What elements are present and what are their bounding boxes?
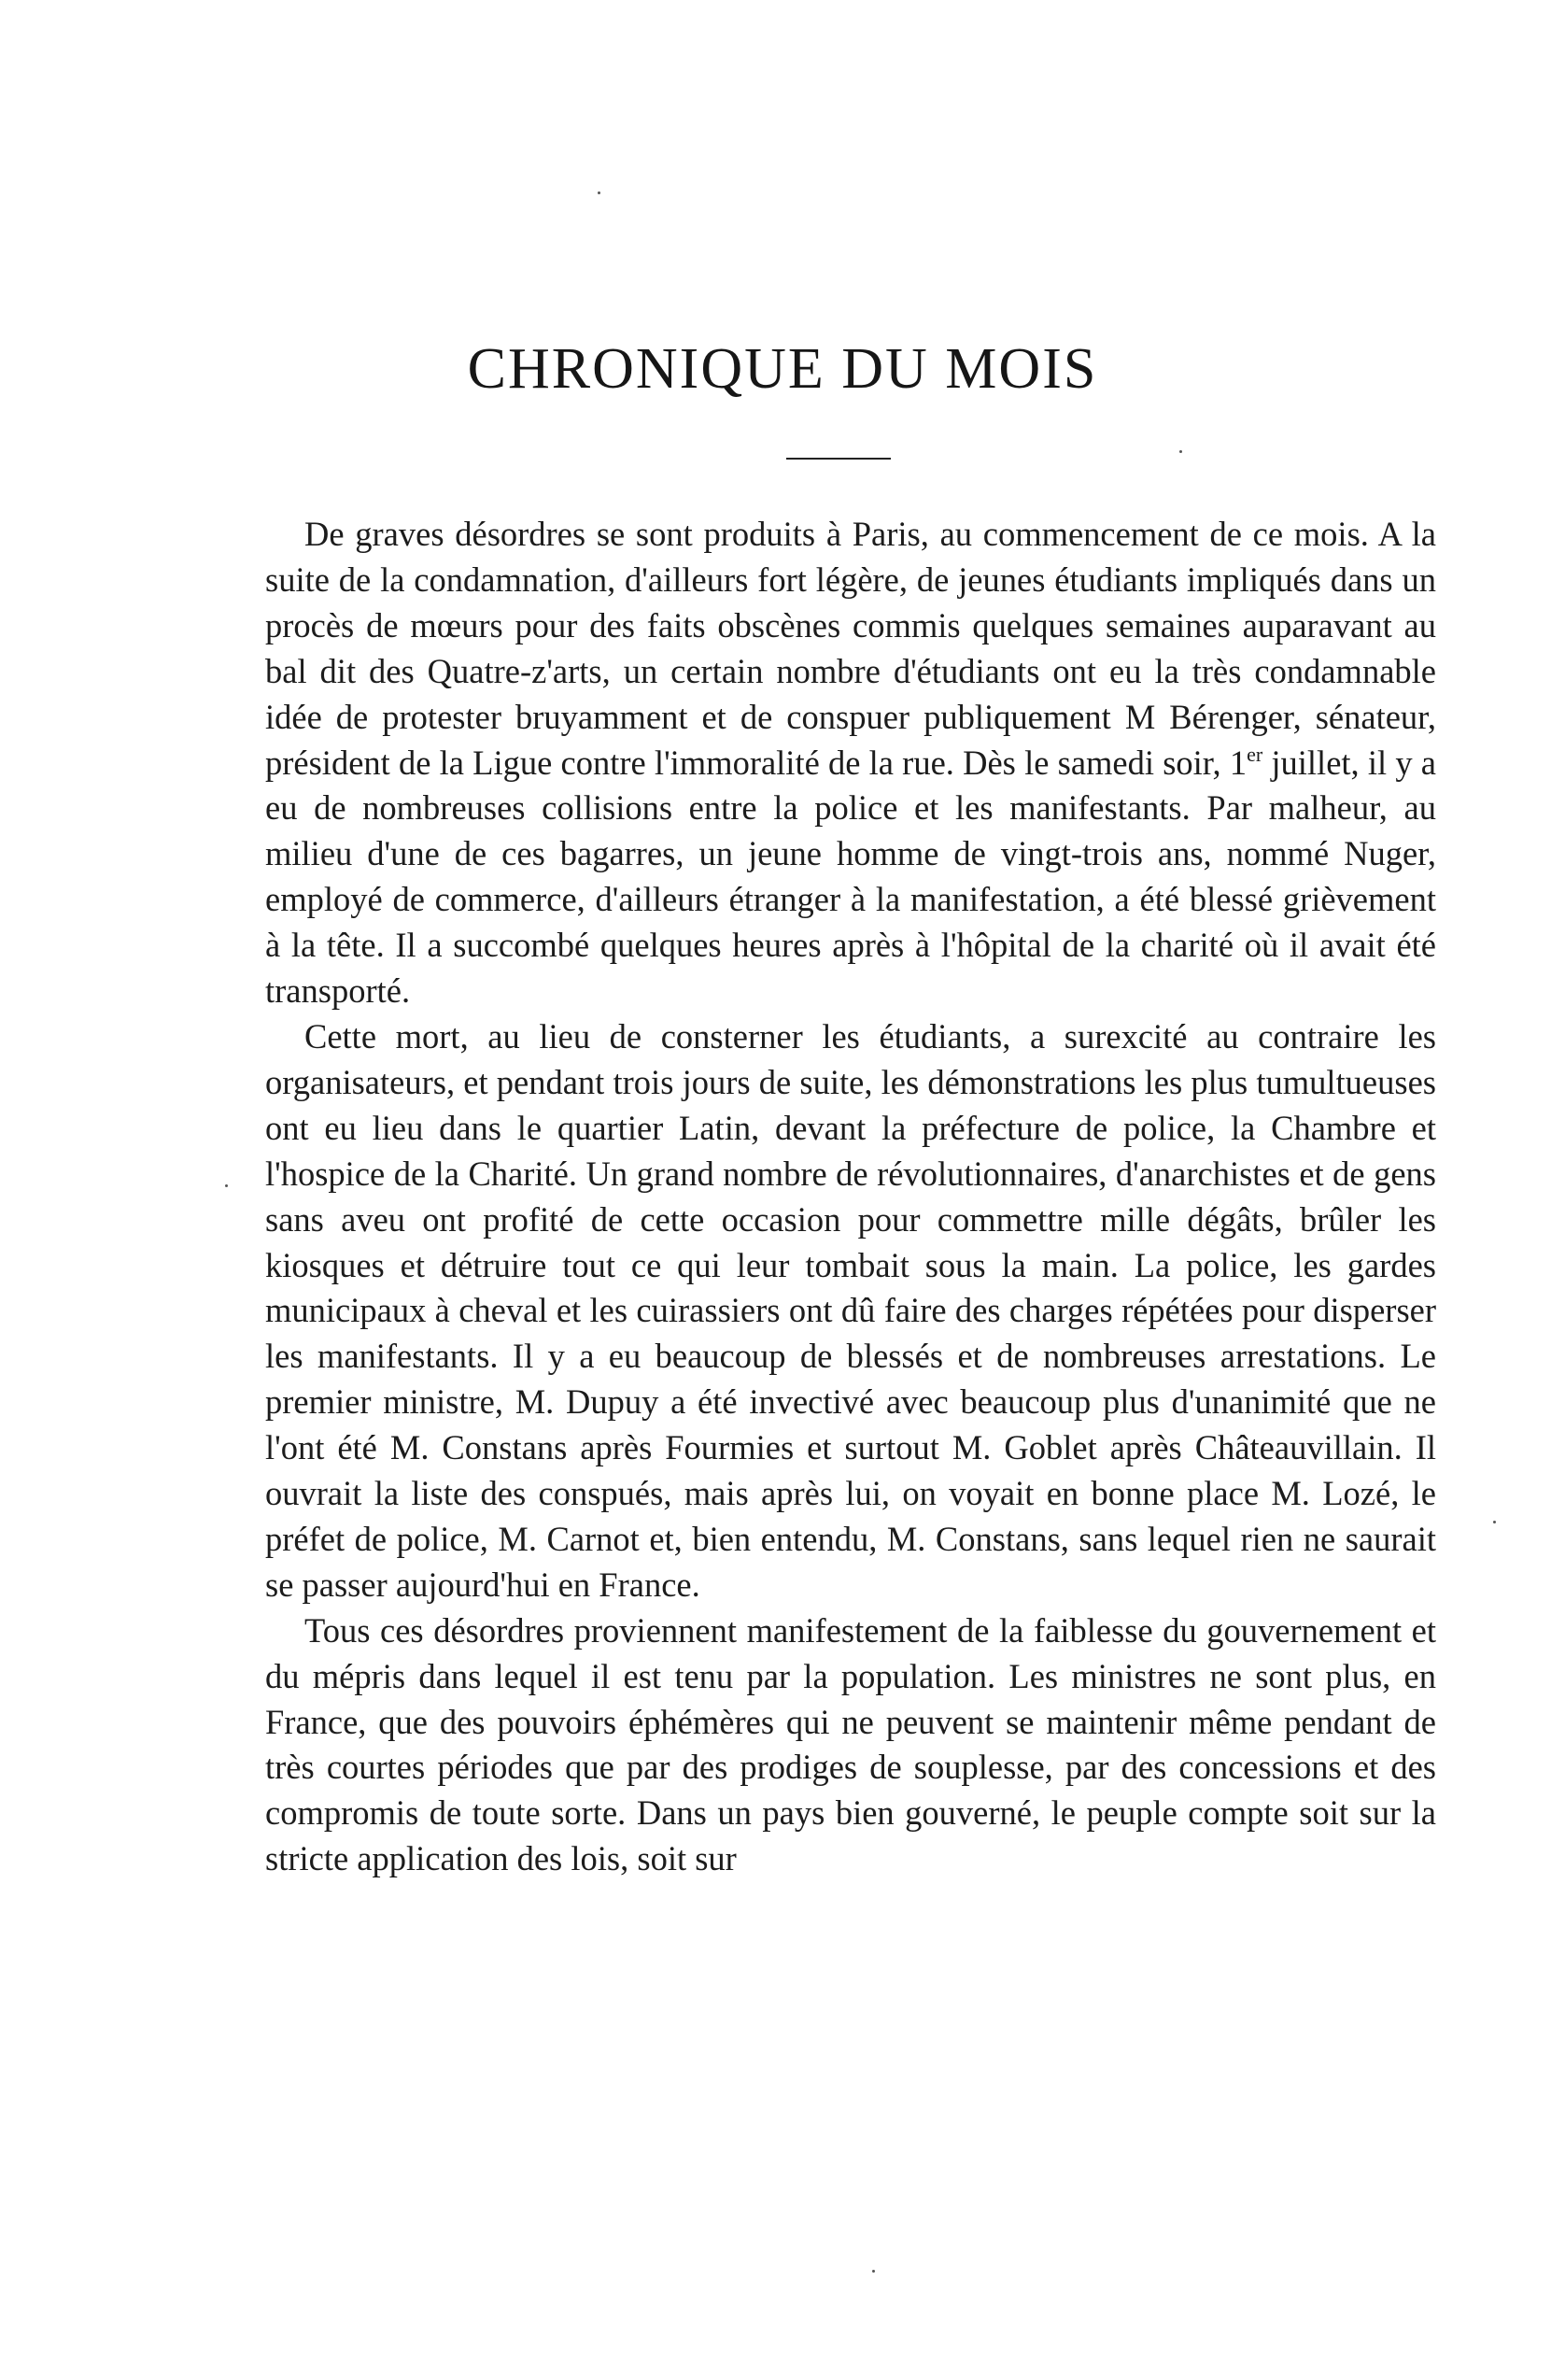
paragraph-1-text-a: De graves désordres se sont produits à Paris, au commencement de ce mois. A la suite de la condamnation, d'ailleurs fort légère, de jeunes étudiants impliqués dans un procès de mœurs pour des faits obscènes commis quelques semaines auparavant au bal dit des Quatre-z'arts, un certain nombre d'étudiants ont eu la très condamnable idée de protester bruyamment et de conspuer publiquement M Bérenger, sénateur, président de la Ligue contre l'immoralité de la rue. Dès le samedi soir, 1: [265, 515, 1436, 782]
print-speck: [1493, 1521, 1496, 1523]
paragraph-1-text-b: juillet, il y a eu de nombreuses collisions entre la police et les manifestants. Par malheur, au milieu d'une de ces bagarres, un jeune homme de vingt-trois ans, nommé Nuger, employé de commerce, d'ailleurs étranger à la manifestation, a été blessé grièvement à la tête. Il a succombé quelques heures après à l'hôpital de la charité où il avait été transporté.: [265, 743, 1437, 1011]
paragraph-1: [265, 512, 1436, 1014]
paragraph-3: Tous ces désordres proviennent manifestement de la faiblesse du gouvernement et du mépris dans lequel il est tenu par la population. Les ministres ne sont plus, en France, que des pouvoirs éphémères qui ne peuvent se maintenir même pendant de très courtes périodes que par des prodiges de souplesse, par des concessions et des compromis de toute sorte. Dans un pays bien gouverné, le peuple compte soit sur la stricte application des lois, soit sur: [265, 1610, 1436, 1878]
title-divider: [786, 458, 891, 460]
print-speck: [1179, 450, 1182, 453]
paragraph-2: Cette mort, au lieu de consterner les étudiants, a surexcité au contraire les organisateurs, et pendant trois jours de suite, les démonstrations les plus tumultueuses ont eu lieu dans le quartier Latin, devant la préfecture de police, la Chambre et l'hospice de la Charité. Un grand nombre de révolutionnaires, d'anarchistes et de gens sans aveu ont profité de cette occasion pour commettre mille dégâts, brûler les kiosques et détruire tout ce qui leur tombait sous la main. La police, les gardes municipaux à cheval et les cuirassiers ont dû faire des charges répétées pour disperser les manifestants. Il y a eu beaucoup de blessés et de nombreuses arrestations. Le premier ministre, M. Dupuy a été invectivé avec beaucoup plus d'unanimité que ne l'ont été M. Constans après Fourmies et surtout M. Goblet après Châteauvillain. Il ouvrait la liste des conspués, mais après lui, on voyait en bonne place M. Lozé, le préfet de police, M. Carnot et, bien entendu, M. Constans, sans lequel rien ne saurait se passer aujourd'hui en France.: [265, 1016, 1436, 1604]
print-speck: [598, 191, 600, 194]
ordinal-superscript: er: [1247, 742, 1263, 766]
article-body: [265, 512, 1436, 1882]
print-speck: [872, 2270, 875, 2273]
page-title: CHRONIQUE DU MOIS: [467, 337, 1098, 401]
print-speck: [225, 1184, 228, 1187]
